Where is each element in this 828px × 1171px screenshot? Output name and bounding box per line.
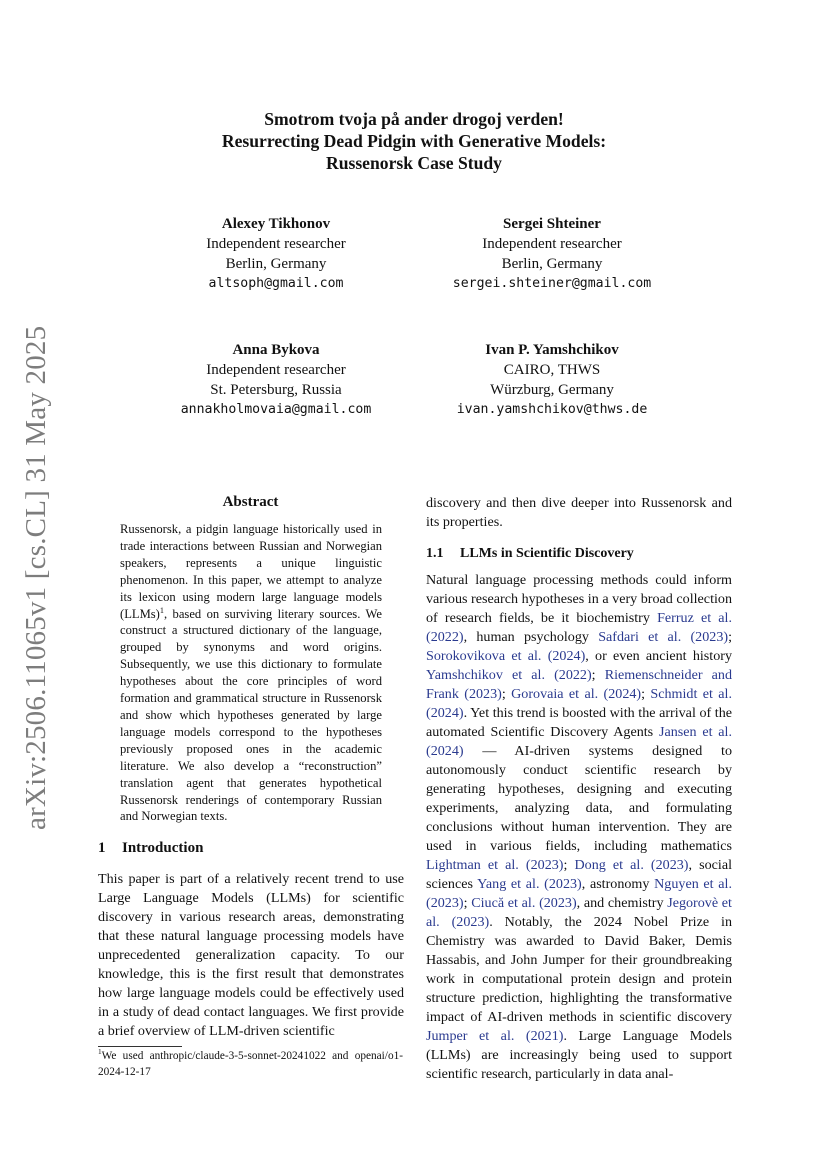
title-line-2: Resurrecting Dead Pidgin with Generative Models: [221, 131, 607, 151]
citation-link[interactable]: Safdari et al. (2023) [598, 629, 729, 645]
author-location: Würzburg, Germany [490, 382, 614, 398]
abstract-text: Russenorsk, a pidgin language historically used in trade interactions between Russian and Norwegian speakers, represents a unique linguistic phenomenon. In this paper, we attempt to analyze its lexicon using modern large language models (LLMs) [120, 522, 382, 621]
citation-link[interactable]: Nguyen et al. (2023) [426, 876, 732, 911]
citation-link[interactable]: Riemenschneider and Frank (2023) [426, 667, 732, 702]
footnote-marker[interactable]: 1 [159, 605, 164, 615]
body-text: Natural language processing methods could inform various research hypotheses in a very broad collection of research fields, be it biochemistry [426, 572, 732, 626]
abstract-body [120, 521, 382, 825]
paper-title [0, 108, 828, 174]
body-text: ; [463, 895, 472, 911]
citation-link[interactable]: Sorokovikova et al. (2024) [426, 648, 586, 664]
citation-link[interactable]: Dong et al. (2023) [574, 857, 689, 873]
author-affiliation: CAIRO, THWS [503, 362, 601, 378]
citation-link[interactable]: Jumper et al. (2021) [426, 1028, 564, 1044]
subsection-title: LLMs in Scientific Discovery [460, 546, 634, 561]
intro-text: This paper is part of a relatively recent trend to use Large Language Models (LLMs) for scientific discovery in various research areas, demonstrating that these natural language processing models have unprecedented generalization capacity. To our knowledge, this is the first result that demonstrates how large language models could be effectively used in a study of dead contact languages. We first provide a brief overview of LLM-driven scientific [98, 871, 404, 1039]
body-text: . Notably, the 2024 Nobel Prize in Chemistry was awarded to David Baker, Demis Hassabis, and John Jumper for their groundbreaking work in computational protein design and protein structure prediction, highlighting the transformative impact of AI-driven methods in scientific discovery [426, 914, 732, 1025]
continuation-paragraph [426, 494, 732, 532]
footnote-text: We used anthropic/claude-3-5-sonnet-20241022 and openai/o1-2024-12-17 [98, 1050, 403, 1078]
body-text: ; [563, 857, 575, 873]
continuation-text: discovery and then dive deeper into Russenorsk and its properties. [426, 495, 732, 530]
citation-link[interactable]: Ferruz et al. (2022) [426, 610, 732, 645]
author-name: Anna Bykova [232, 342, 320, 358]
intro-paragraph [98, 870, 404, 1041]
abstract-heading: Abstract [222, 494, 279, 510]
footnote [98, 1049, 403, 1080]
citation-link[interactable]: Schmidt et al. (2024) [426, 686, 732, 721]
abstract-text: , based on surviving literary sources. We construct a structured dictionary of the language, grouped by synonyms and word origins. Subsequently, we use this dictionary to formulate hypotheses about the core principles of word formation and grammatical structure in Russenorsk and show which hypotheses generated by large language models correspond to the hypotheses previously proposed ones in the academic literature. We also develop a “reconstruction” translation agent that generates hypothetical Russenorsk renderings of contemporary Russian and Norwegian texts. [120, 606, 382, 824]
body-text: ; [501, 686, 512, 702]
footnote-mark: 1 [98, 1047, 102, 1057]
body-text: ; [728, 629, 732, 645]
arxiv-identifier: arXiv:2506.11065v1 [cs.CL] 31 May 2025 [20, 325, 52, 830]
author-email[interactable]: altsoph@gmail.com [208, 276, 344, 291]
title-line-1: Smotrom tvoja på ander drogoj verden! [264, 109, 564, 129]
footnote-divider [98, 1046, 182, 1047]
body-text: . Yet this trend is boosted with the arrival of the automated Scientific Discovery Agents [426, 705, 732, 740]
author-name: Sergei Shteiner [503, 216, 601, 232]
citation-link[interactable]: Gorovaia et al. (2024) [511, 686, 642, 702]
citation-link[interactable]: Jansen et al. (2024) [426, 724, 732, 759]
title-line-3: Russenorsk Case Study [326, 153, 502, 173]
body-text: , astronomy [581, 876, 655, 892]
author-location: Berlin, Germany [225, 256, 327, 272]
subsection-number: 1.1 [426, 546, 444, 561]
author-affiliation: Independent researcher [482, 236, 622, 252]
author-affiliation: Independent researcher [206, 236, 346, 252]
body-text: ; [591, 667, 605, 683]
subsection-heading [426, 546, 634, 562]
author-block [126, 214, 426, 294]
author-email[interactable]: annakholmovaia@gmail.com [180, 402, 372, 417]
author-email[interactable]: ivan.yamshchikov@thws.de [456, 402, 648, 417]
llm-discovery-paragraph [426, 571, 732, 1084]
author-name: Alexey Tikhonov [221, 216, 331, 232]
body-text: . Large Language Models (LLMs) are increasingly being used to support scientific research, particularly in data anal- [426, 1028, 732, 1082]
author-location: St. Petersburg, Russia [210, 382, 342, 398]
author-block [402, 214, 702, 294]
body-text: , and chemistry [576, 895, 668, 911]
author-block [126, 340, 426, 420]
citation-link[interactable]: Yang et al. (2023) [477, 876, 582, 892]
section-number: 1 [98, 840, 106, 856]
body-text: , human psychology [463, 629, 599, 645]
author-location: Berlin, Germany [501, 256, 603, 272]
citation-link[interactable]: Jegorovè et al. (2023) [426, 895, 732, 930]
author-block [402, 340, 702, 420]
body-text: , or even ancient history [585, 648, 732, 664]
author-name: Ivan P. Yamshchikov [485, 342, 619, 358]
section-title: Introduction [122, 840, 204, 856]
body-text: , social sciences [426, 857, 732, 892]
citation-link[interactable]: Yamshchikov et al. (2022) [426, 667, 592, 683]
author-affiliation: Independent researcher [206, 362, 346, 378]
section-heading [98, 840, 203, 857]
author-email[interactable]: sergei.shteiner@gmail.com [452, 276, 652, 291]
citation-link[interactable]: Lightman et al. (2023) [426, 857, 564, 873]
body-text: — AI-driven systems designed to autonomously conduct scientific research by generating hypotheses, designing and executing experiments, analyzing data, and formulating conclusions without human intervention. They are used in various fields, including mathematics [426, 743, 732, 854]
body-text: ; [641, 686, 651, 702]
citation-link[interactable]: Ciucă et al. (2023) [471, 895, 577, 911]
